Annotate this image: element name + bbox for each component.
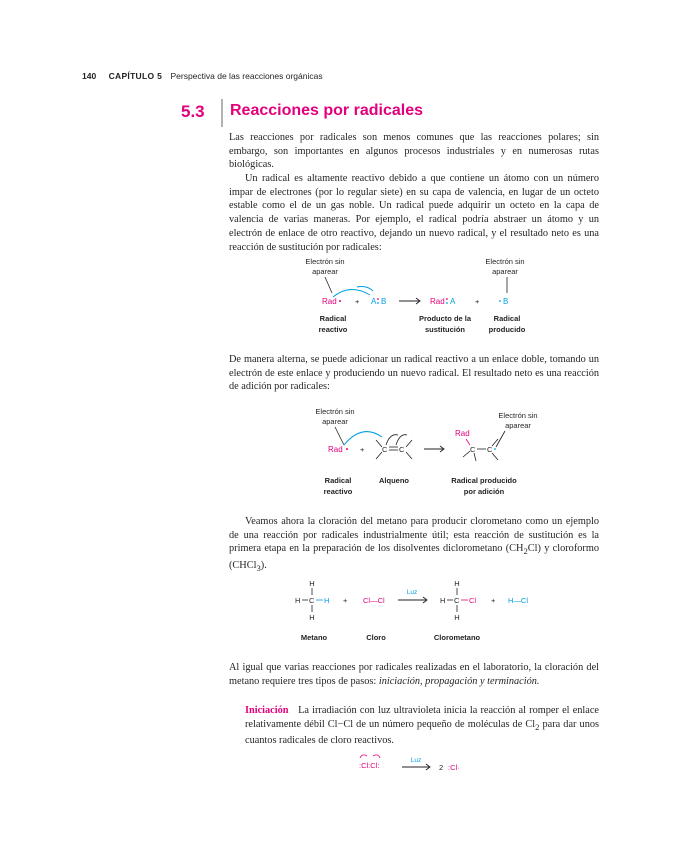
product-cl: Cl (469, 596, 477, 605)
produced-radical-dot (499, 300, 501, 302)
product-electron-1 (446, 298, 448, 300)
product-radical-dot (494, 448, 496, 450)
initiation-text-b: para dar unos cuantos radicales de cloro reactivos. (245, 718, 599, 747)
running-header (82, 71, 323, 81)
product-rad-text: Rad (430, 297, 445, 306)
addition-scheme (300, 405, 550, 500)
bond-electron-2 (377, 302, 379, 304)
product-h-left: H (440, 596, 446, 605)
chlorine-radical: :Cl· (448, 763, 460, 772)
chapter-label: CAPÍTULO 5 (108, 71, 163, 81)
chlorine-molecule: Cl—Cl (363, 596, 385, 605)
chlorination-text-a: Veamos ahora la cloración del metano para producir clorometano como un ejemplo de una reacción por radicales industrialmente útil; esta reacción de sustitución es la primera etapa en la preparación de los disolventes diclorometano (CH (229, 516, 599, 555)
subscript-2: 2 (523, 546, 528, 557)
methane-h-right: H (324, 596, 330, 605)
label-chloromethane: Clorometano (433, 633, 481, 642)
label-alkene: Alqueno (379, 476, 409, 485)
plus-2: + (475, 297, 480, 306)
label-produced-1: Radical (493, 314, 521, 323)
chlorination-scheme (290, 578, 550, 648)
product-rad-text: Rad (455, 429, 470, 438)
plus-1: + (360, 445, 365, 454)
paragraph-steps (229, 661, 599, 688)
cl2-dot-structure: :Cl:Cl: (359, 761, 380, 770)
product-substituent-2 (474, 453, 476, 461)
section-title: Reacciones por radicales (230, 102, 423, 119)
bond-electron-1 (377, 298, 379, 300)
coefficient: 2 (439, 763, 444, 772)
product-substituent-1 (463, 451, 470, 457)
fishhook-right (373, 755, 380, 758)
label-reactive-1: Radical (319, 314, 347, 323)
section-divider (221, 99, 223, 127)
methane-h-bottom: H (309, 613, 315, 622)
light-condition: Luz (410, 757, 422, 764)
label-chlorine: Cloro (366, 633, 386, 642)
product-c: C (454, 596, 460, 605)
chlorination-text-c: ). (260, 560, 267, 572)
arrow-fishhook-1 (333, 289, 370, 297)
label-methane: Metano (300, 633, 328, 642)
label-unpaired-right-2: aparear (505, 421, 531, 430)
substituent-4 (406, 452, 412, 459)
rad-text: Rad (322, 297, 337, 306)
hcl-molecule: H—Cl (508, 596, 528, 605)
page-number: 140 (82, 71, 97, 81)
term-initiation: Iniciación (245, 705, 289, 716)
pointer-left (325, 277, 332, 293)
methane-h-left: H (295, 596, 301, 605)
paragraph-radical-definition: Un radical es altamente reactivo debido a que contiene un átomo con un número impar de electrones (por lo regular siete) en su capa de valencia, en lugar de un octeto estable como el de un gas noble. Un radical puede adquirir un octeto en la capa de valencia de varias maneras. Por ejemplo, el radical podría abstraer un átomo y un electrón de enlace de otro reactivo, dejando un nuevo radical, y el resultado neto es una reacción de sustitución por radicales: (229, 173, 599, 253)
substitution-scheme (295, 255, 545, 340)
label-reactive-2: reactivo (323, 487, 353, 496)
plus-1: + (355, 297, 360, 306)
steps-italic: iniciación, propagación y terminación. (378, 675, 540, 687)
label-unpaired-left-1: Electrón sin (305, 257, 345, 266)
label-unpaired-right-1: Electrón sin (485, 257, 525, 266)
product-carbon-2: C (487, 445, 493, 454)
label-unpaired-left-1: Electrón sin (315, 407, 355, 416)
plus-1: + (343, 596, 348, 605)
methane-c: C (309, 596, 315, 605)
section-number: 5.3 (181, 102, 205, 121)
chlorination-text-b: Cl) y cloroformo (CHCl (229, 543, 599, 572)
radical-dot (346, 448, 348, 450)
paragraph-chlorination (229, 515, 599, 576)
product-carbon-1: C (470, 445, 476, 454)
product-substituent-4 (492, 453, 498, 460)
a-text: A (371, 297, 377, 306)
paragraph-intro: Las reacciones por radicales son menos comunes que las reacciones polares; sin embargo, son importantes en algunos procesos industriales y en numerosas rutas biológicas. (229, 132, 599, 171)
carbon-2: C (399, 445, 405, 454)
label-unpaired-left-2: aparear (312, 267, 338, 276)
methane-h-top: H (309, 579, 315, 588)
subscript-2: 2 (535, 721, 540, 732)
label-product-2: por adición (463, 487, 505, 496)
label-reactive-1: Radical (324, 476, 352, 485)
substituent-3 (406, 440, 412, 447)
label-product-1: Radical producido (451, 476, 517, 485)
radical-dot (339, 300, 341, 302)
product-a-text: A (450, 297, 456, 306)
initiation-scheme (355, 752, 475, 780)
label-reactive-2: reactivo (318, 325, 348, 334)
arrow-fishhook-3 (396, 435, 407, 445)
substituent-2 (376, 452, 382, 459)
rad-text: Rad (328, 445, 343, 454)
produced-b-text: B (503, 297, 509, 306)
label-product-2: sustitución (424, 325, 466, 334)
label-product-1: Producto de la (418, 314, 472, 323)
paragraph-addition: De manera alterna, se puede adicionar un radical reactivo a un enlace doble, tomando un electrón de este enlace y produciendo un nuevo radical. El resultado neto es una reacción de adición por radicales: (229, 354, 599, 393)
steps-text: Al igual que varias reacciones por radicales realizadas en el laboratorio, la cloración del metano requiere tres tipos de pasos: (229, 662, 599, 687)
product-electron-2 (446, 302, 448, 304)
substituent-1 (376, 440, 382, 447)
fishhook-left (360, 755, 367, 758)
product-h-bottom: H (454, 613, 460, 622)
arrow-fishhook-1 (344, 432, 382, 445)
pointer-left (335, 427, 344, 445)
light-condition: Luz (406, 589, 418, 596)
initiation-text-a: La irradiación con luz ultravioleta inicia la reacción al romper el enlace relativamente débil Cl−Cl de un número pequeño de moléculas de Cl (245, 705, 599, 730)
product-h-top: H (454, 579, 460, 588)
b-text: B (381, 297, 387, 306)
subscript-3: 3 (256, 563, 261, 574)
label-unpaired-right-2: aparear (492, 267, 518, 276)
plus-2: + (491, 596, 496, 605)
chapter-title: Perspectiva de las reacciones orgánicas (170, 71, 323, 81)
pointer-right (496, 431, 505, 447)
label-unpaired-right-1: Electrón sin (498, 411, 538, 420)
label-unpaired-left-2: aparear (322, 417, 348, 426)
label-produced-2: producido (488, 325, 526, 334)
carbon-1: C (382, 445, 388, 454)
paragraph-initiation (245, 704, 599, 748)
